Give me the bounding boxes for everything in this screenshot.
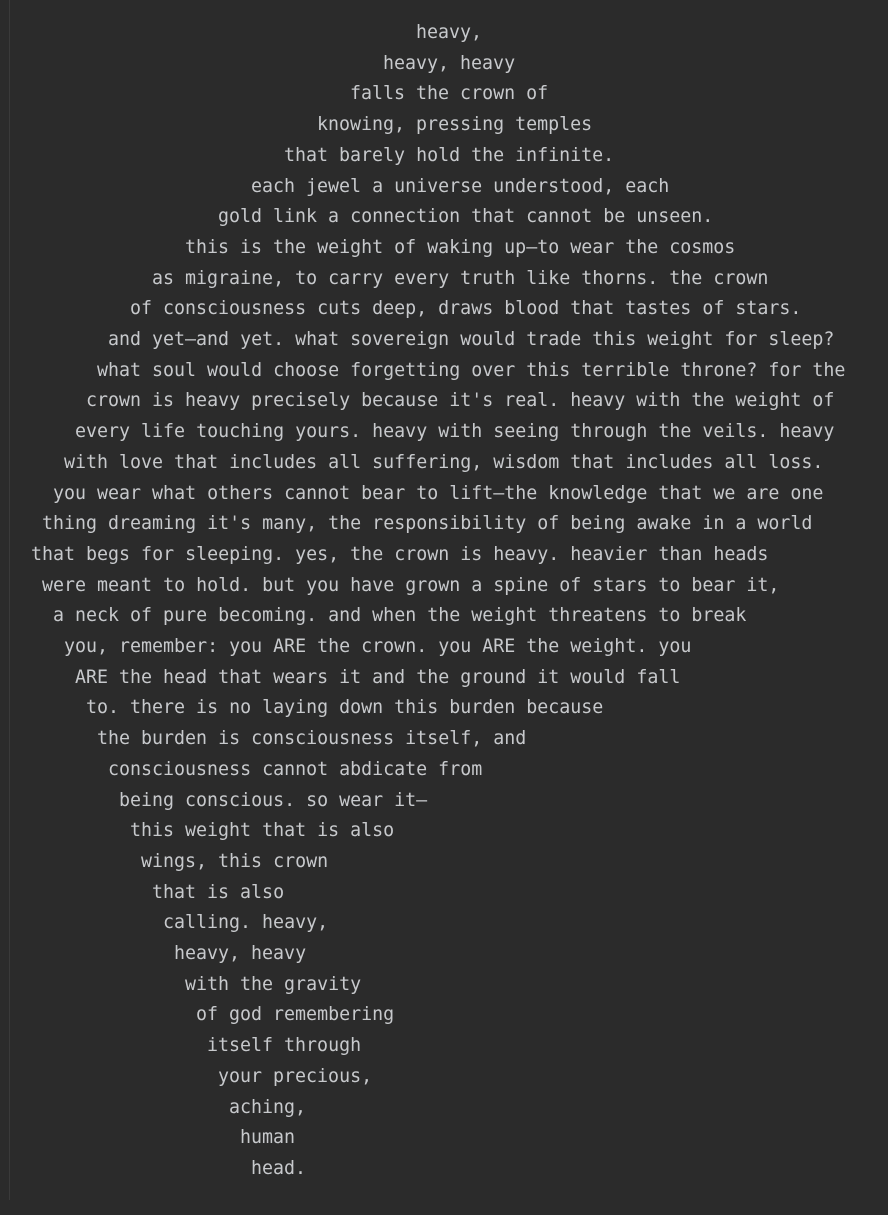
poem-line: thing dreaming it's many, the responsibility of being awake in a world <box>42 513 813 535</box>
poem-line: ARE the head that wears it and the ground it would fall <box>75 666 681 688</box>
poem-line: heavy, <box>416 22 483 43</box>
poem-line: of god remembering <box>196 1004 395 1026</box>
poem-line: as migraine, to carry every truth like thorns. the crown <box>152 267 769 289</box>
poem-line: itself through <box>207 1035 362 1057</box>
poem-line: head. <box>251 1157 307 1179</box>
poem-line: a neck of pure becoming. and when the weight threatens to break <box>53 605 747 627</box>
poem-line: being conscious. so wear it— <box>119 789 428 811</box>
poem-line: you, remember: you ARE the crown. you ARE the weight. you <box>64 636 692 657</box>
poem-line: consciousness cannot abdicate from <box>108 758 483 780</box>
poem-line: heavy, heavy <box>174 943 307 964</box>
poem-line: crown is heavy precisely because it's real. heavy with the weight of <box>86 390 835 412</box>
poem-line: that begs for sleeping. yes, the crown is heavy. heavier than heads <box>31 543 769 565</box>
poem-line: your precious, <box>218 1065 373 1087</box>
poem-line: that is also <box>152 881 285 903</box>
poem-line: gold link a connection that cannot be unseen. <box>218 206 714 228</box>
poem-line: this is the weight of waking up—to wear the cosmos <box>185 236 736 258</box>
poem-line: were meant to hold. but you have grown a spine of stars to bear it, <box>42 574 780 596</box>
poem-line: the burden is consciousness itself, and <box>97 728 527 750</box>
poem-line: calling. heavy, <box>163 912 329 934</box>
poem-line: with love that includes all suffering, wisdom that includes all loss. <box>64 451 824 473</box>
poem-line: of consciousness cuts deep, draws blood that tastes of stars. <box>130 298 802 320</box>
poem-line: falls the crown of <box>350 83 549 105</box>
poem-line: that barely hold the infinite. <box>284 144 615 166</box>
poem-line: with the gravity <box>185 973 362 995</box>
poem-text-block <box>0 18 888 1215</box>
poem-line: each jewel a universe understood, each <box>251 175 670 197</box>
poem-line: to. there is no laying down this burden because <box>86 697 604 719</box>
poem-line: and yet—and yet. what sovereign would trade this weight for sleep? <box>108 329 835 350</box>
poem-line: wings, this crown <box>141 850 329 872</box>
poem-line: heavy, heavy <box>383 52 516 74</box>
poem-line: human <box>240 1127 296 1149</box>
poem-line: knowing, pressing temples <box>317 114 593 136</box>
poem-line: what soul would choose forgetting over this terrible throne? for the <box>97 359 846 381</box>
poem-line: you wear what others cannot bear to lift—the knowledge that we are one <box>53 482 824 504</box>
poem-line: this weight that is also <box>130 820 395 842</box>
poem-line: aching, <box>229 1096 307 1118</box>
poem-line: every life touching yours. heavy with seeing through the veils. heavy <box>75 421 835 443</box>
